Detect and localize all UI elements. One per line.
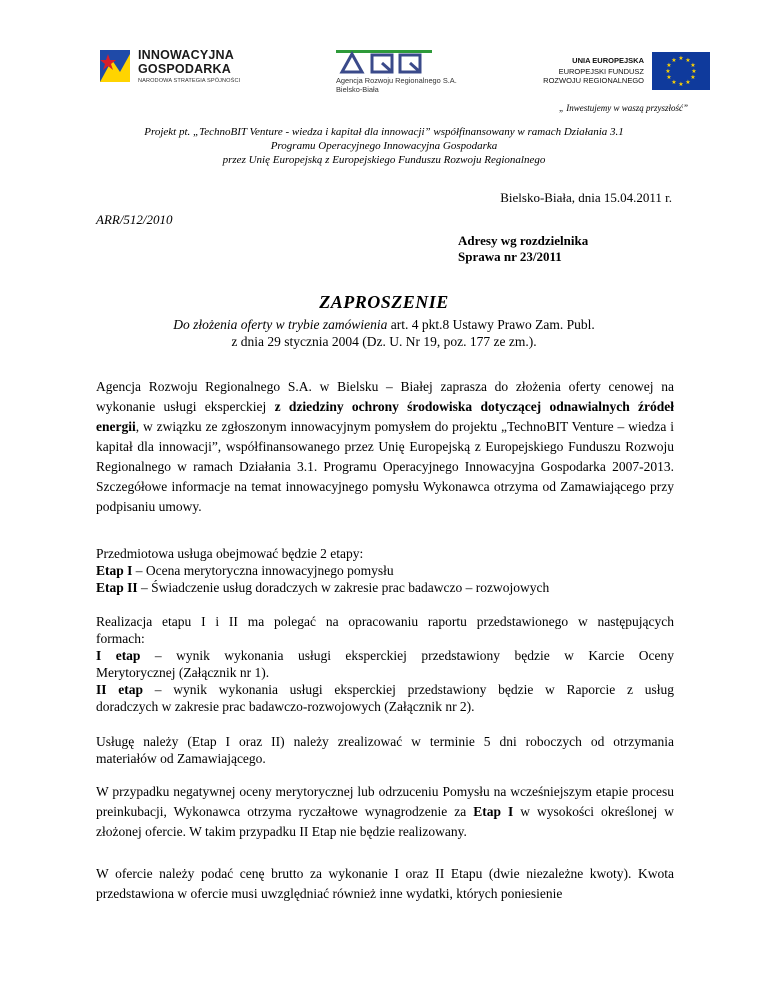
negative-text-2: w wysokości określonej w złożonej ofercie. W takim przypadku II Etap nie będzie realizowany. (96, 804, 675, 839)
svg-text:★: ★ (671, 57, 677, 64)
etap2-text-1: – wynik wykonania usługi eksperckiej przedstawiony będzie w Raporcie z usług (143, 682, 674, 697)
realization-line1: Realizacja etapu I i II ma polegać na opracowaniu raportu przedstawionego w następujących (96, 614, 674, 629)
negative-bold: Etap I (473, 804, 514, 819)
intro-bold: z dziedziny ochrony środowiska dotyczącej odnawialnych źródeł energii (96, 399, 674, 434)
arr-logo-line2: Bielsko-Biała (336, 85, 379, 94)
svg-text:★: ★ (690, 62, 696, 69)
intro-paragraph (96, 377, 674, 517)
addressee-line1: Adresy wg rozdzielnika (458, 233, 589, 248)
deadline-line2: materiałów od Zamawiającego. (96, 751, 266, 766)
svg-text:★: ★ (691, 68, 697, 75)
arr-logo-line1: Agencja Rozwoju Regionalnego S.A. (336, 76, 457, 85)
stage-2 (96, 579, 674, 596)
svg-text:★: ★ (666, 62, 672, 69)
svg-text:★: ★ (678, 55, 684, 62)
stage-2-text: – Świadczenie usług doradczych w zakresie prac badawczo – rozwojowych (137, 580, 550, 595)
svg-text:★: ★ (685, 79, 691, 86)
realization-etap1-line2: Merytorycznej (Załącznik nr 1). (96, 665, 270, 680)
addressee-line2: Sprawa nr 23/2011 (458, 249, 562, 264)
svg-text:★: ★ (666, 74, 672, 81)
ig-logo-line2: GOSPODARKA (138, 62, 231, 76)
ig-emblem-icon (98, 46, 134, 86)
eu-logo-line2: EUROPEJSKI FUNDUSZ (558, 67, 644, 76)
stage-1-text: – Ocena merytoryczna innowacyjnego pomysłu (132, 563, 394, 578)
intro-text-1: Agencja Rozwoju Regionalnego S.A. w Bielsku – Białej zaprasza do złożenia oferty cenowej na wykonanie usługi eksperckiej (96, 379, 674, 414)
stage-1-label: Etap I (96, 563, 133, 578)
deadline-line1: Usługę należy (Etap I oraz II) należy zrealizować w terminie 5 dni roboczych od otrzymania (96, 734, 674, 749)
negative-evaluation-paragraph (96, 782, 674, 842)
svg-text:★: ★ (690, 74, 696, 81)
price-paragraph: W ofercie należy podać cenę brutto za wykonanie I oraz II Etapu (dwie niezależne kwoty). Kwota przedstawiona w ofercie musi uwzględniać również inne wydatki, których poniesienie (96, 866, 674, 901)
reference-number: ARR/512/2010 (96, 212, 173, 227)
subtitle-line2: z dnia 29 stycznia 2004 (Dz. U. Nr 19, poz. 177 ze zm.). (231, 334, 537, 349)
innowacyjna-gospodarka-logo (98, 44, 248, 92)
svg-text:★: ★ (671, 79, 677, 86)
svg-text:★: ★ (685, 57, 691, 64)
project-line2: Programu Operacyjnego Innowacyjna Gospodarka (270, 140, 498, 152)
svg-text:★: ★ (678, 81, 684, 88)
place-date: Bielsko-Biała, dnia 15.04.2011 r. (500, 190, 672, 205)
arr-logo (336, 50, 486, 94)
realization-etap1-line1 (96, 647, 674, 664)
ig-logo-line3: NARODOWA STRATEGIA SPÓJNOŚCI (138, 78, 241, 84)
realization-etap2-line1 (96, 681, 674, 698)
realization-etap2-line2: doradczych w zakresie prac badawczo-rozwojowych (Załącznik nr 2). (96, 699, 475, 714)
etap1-label: I etap (96, 648, 141, 663)
etap2-label: II etap (96, 682, 143, 697)
intro-text-2: , w związku ze zgłoszonym innowacyjnym pomysłem do projektu „TechnoBIT Venture – wiedza i kapitał dla innowacji”, współfinansowanego przez Unię Europejską z Europejskiego Funduszu Rozwoju Regionalnego w ramach Działania 3.1. Programu Operacyjnego Innowacyjna Gospodarka 2007-2013. Szczegółowe informacje na temat innowacyjnego pomysłu Wykonawca otrzyma od Zamawiającego przy podpisaniu umowy. (96, 419, 674, 514)
eu-logo-line3: ROZWOJU REGIONALNEGO (543, 76, 644, 85)
stages-intro: Przedmiotowa usługa obejmować będzie 2 etapy: (96, 546, 364, 561)
eu-logo-line1: UNIA EUROPEJSKA (572, 56, 644, 65)
subtitle-rest: art. 4 pkt.8 Ustawy Prawo Zam. Publ. (387, 317, 595, 332)
stage-2-label: Etap II (96, 580, 138, 595)
subtitle-italic: Do złożenia oferty w trybie zamówienia (173, 317, 388, 332)
negative-text-1: W przypadku negatywnej oceny merytorycznej lub odrzuceniu Pomysłu na wcześniejszym etapie procesu preinkubacji, Wykonawca otrzyma ryczałtowe wynagrodzenie za (96, 784, 674, 819)
project-line3: przez Unię Europejską z Europejskiego Funduszu Rozwoju Regionalnego (222, 154, 546, 166)
svg-text:★: ★ (665, 68, 671, 75)
arr-mark-icon (336, 50, 432, 74)
ig-logo-line1: INNOWACYJNA (138, 48, 234, 62)
document-title: ZAPROSZENIE (319, 292, 449, 312)
etap1-text-1: – wynik wykonania usługi eksperckiej przedstawiony będzie w Karcie Oceny (140, 648, 674, 663)
subtitle-line1 (0, 316, 768, 333)
realization-line2: formach: (96, 631, 145, 646)
stage-1 (96, 562, 674, 579)
motto: „ Inwestujemy w waszą przyszłość” (558, 103, 688, 113)
eu-flag-icon (652, 52, 710, 90)
project-line1: Projekt pt. „TechnoBIT Venture - wiedza i kapitał dla innowacji” współfinansowany w ramach Działania 3.1 (144, 126, 624, 138)
eu-logo (538, 50, 710, 94)
